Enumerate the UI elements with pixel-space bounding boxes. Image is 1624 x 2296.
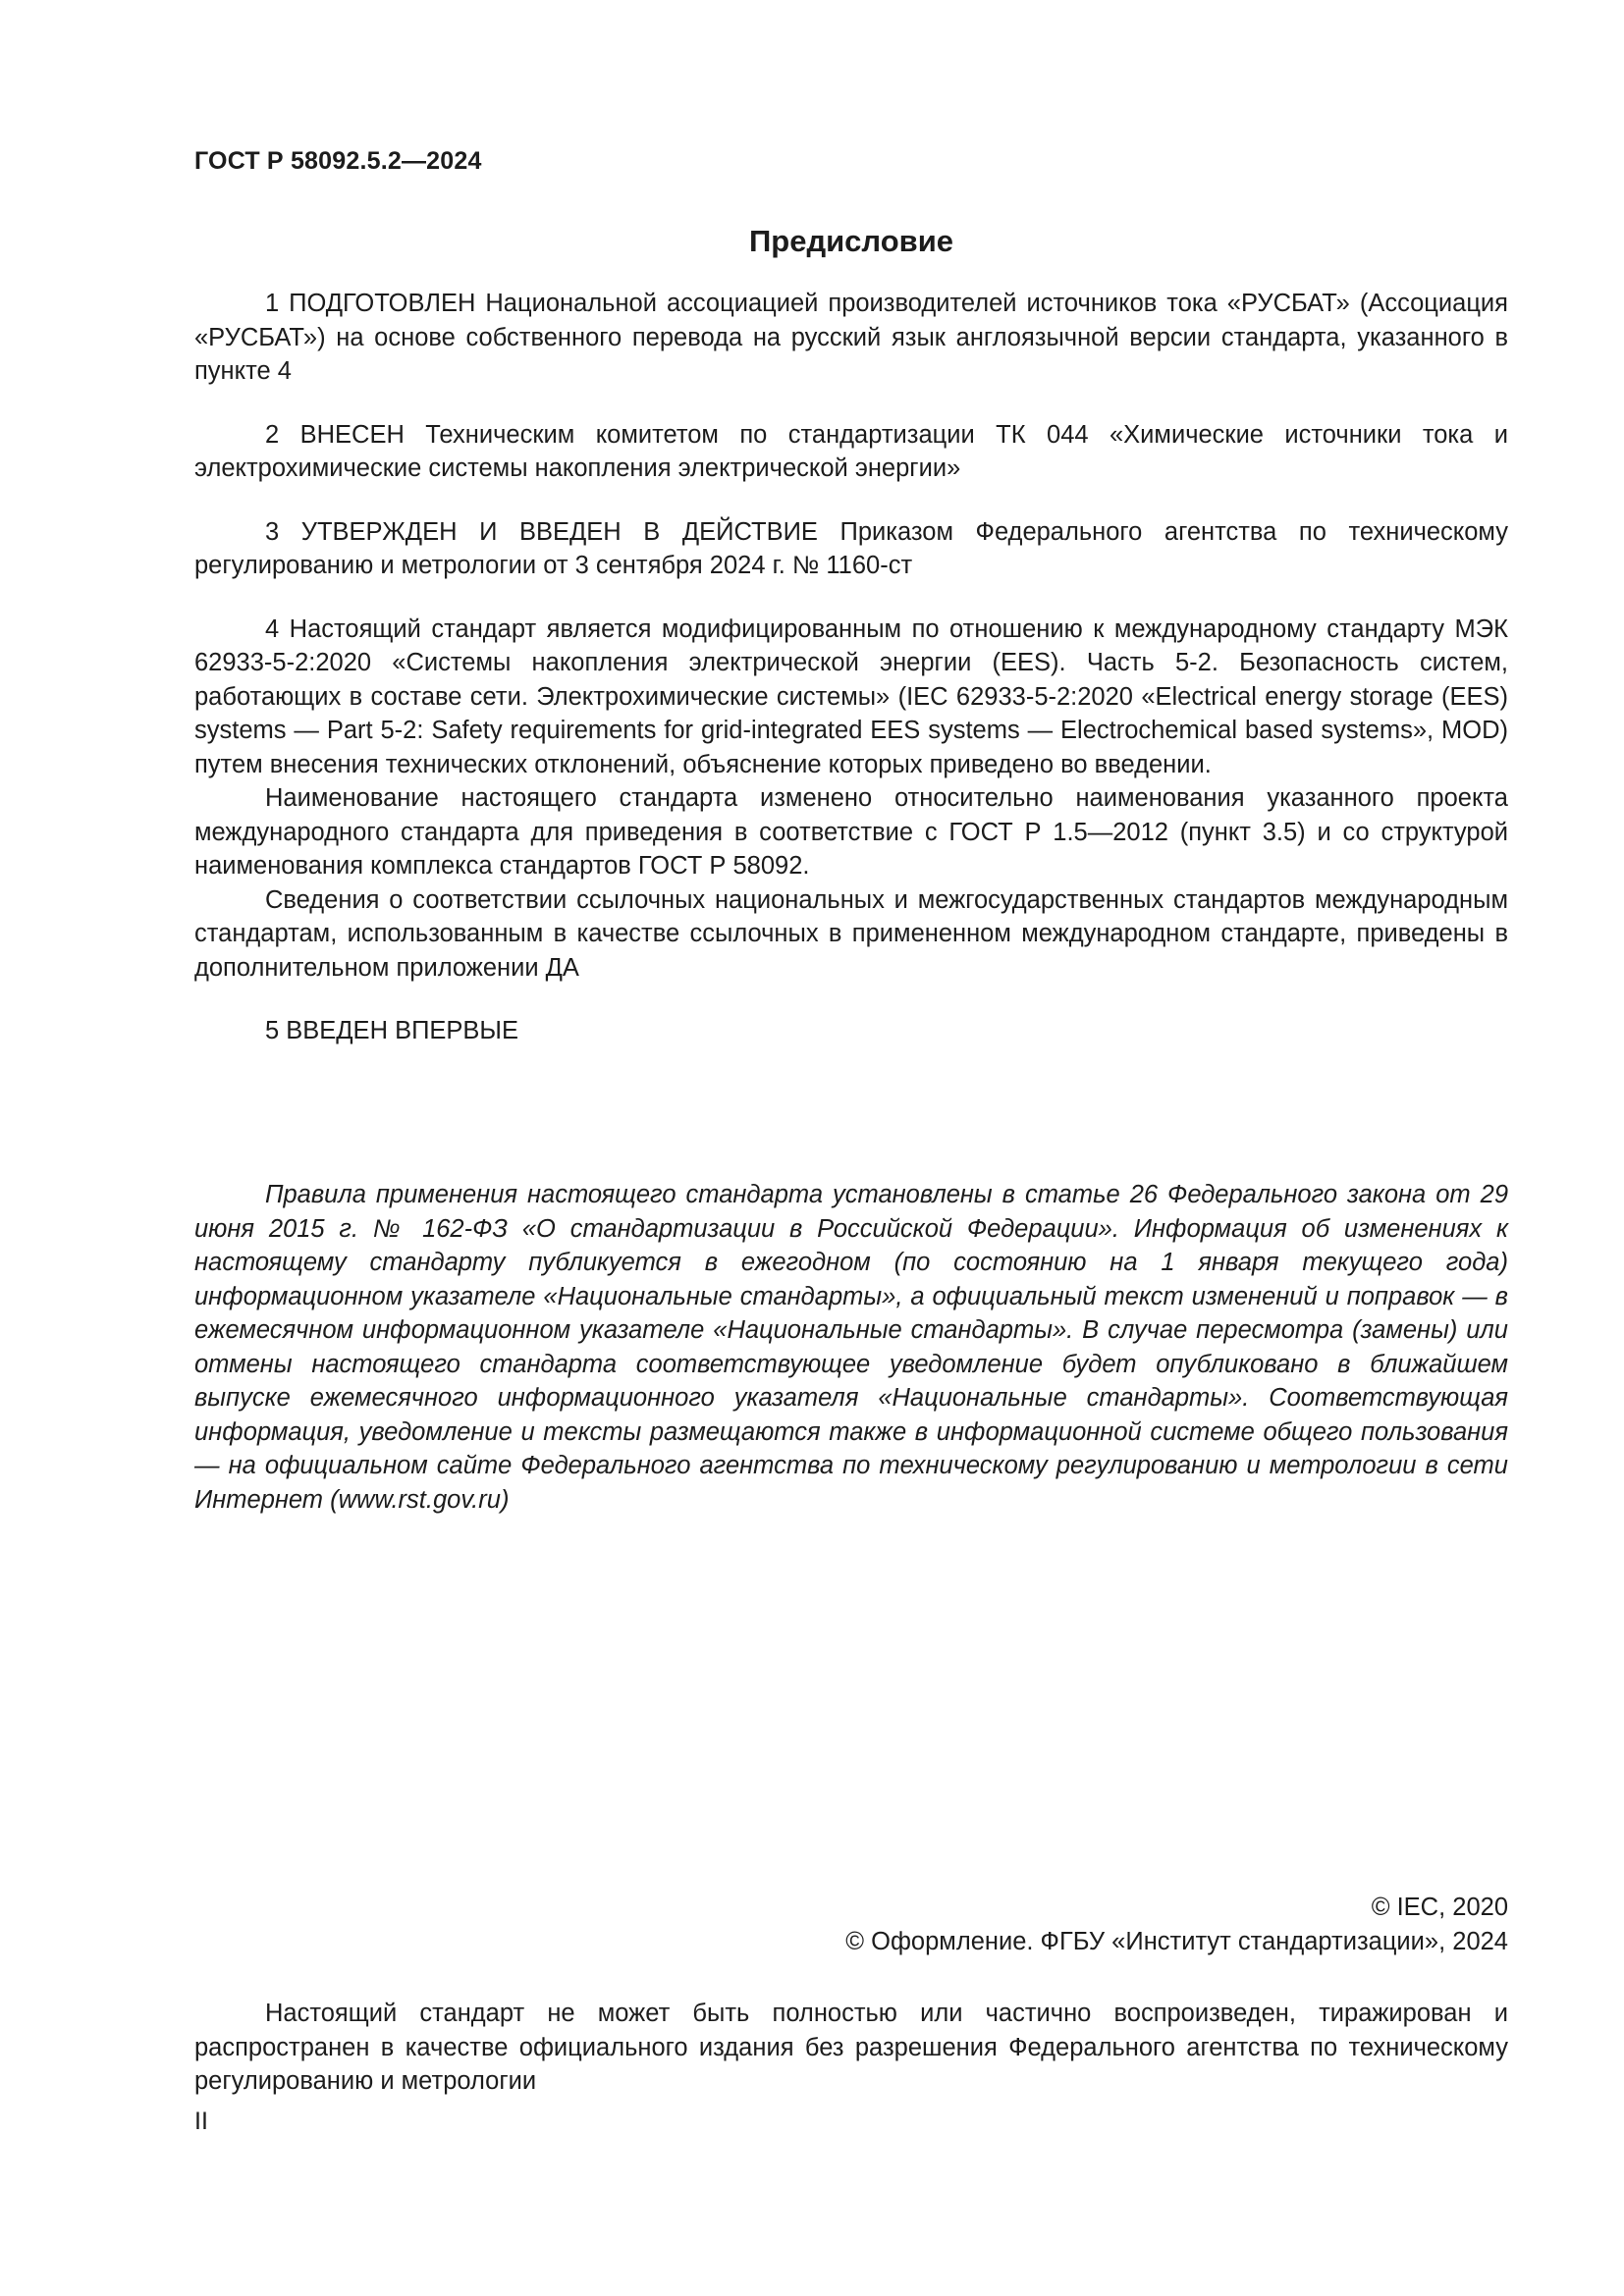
paragraph-prepared-by: 1 ПОДГОТОВЛЕН Национальной ассоциацией производителей источников тока «РУСБАТ» (Ассоциация «РУСБАТ») на основе собственного перевода на русский язык англоязычной версии стандарта, указанного в пункте 4 — [194, 290, 1508, 385]
page-title: Предисловие — [748, 224, 953, 258]
paragraph-approved: 3 УТВЕРЖДЕН И ВВЕДЕН В ДЕЙСТВИЕ Приказом Федерального агентства по техническому регулированию и метрологии от 3 сентября 2024 г. № 1160-ст — [194, 517, 1508, 579]
copyright-design: © Оформление. ФГБУ «Институт стандартизации», 2024 — [845, 1927, 1508, 1955]
standard-id-header: ГОСТ Р 58092.5.2—2024 — [194, 147, 482, 175]
copyright-iec: © IEC, 2020 — [1371, 1894, 1508, 1921]
reproduction-notice: Настоящий стандарт не может быть полностью или частично воспроизведен, тиражирован и распространен в качестве официального издания без разрешения Федерального агентства по техническому регулированию и метрологии — [194, 2000, 1508, 2095]
paragraph-first-introduced: 5 ВВЕДЕН ВПЕРВЫЕ — [265, 1017, 519, 1044]
page-number: II — [194, 2108, 208, 2135]
paragraph-submitted-by: 2 ВНЕСЕН Техническим комитетом по стандартизации ТК 044 «Химические источники тока и электрохимические системы накопления электрической энергии» — [194, 420, 1508, 482]
application-rules-notice: Правила применения настоящего стандарта установлены в статье 26 Федерального закона от 29 июня 2015 г. № 162-ФЗ «О стандартизации в Российской Федерации». Информация об изменениях к настоящему стандарту публикуется в ежегодном (по состоянию на 1 января текущего года) информационном указателе «Национальные стандарты», а официальный текст изменений и поправок — в ежемесячном информационном указателе «Национальные стандарты». В случае пересмотра (замены) или отмены настоящего стандарта соответствующее уведомление будет опубликовано в ближайшем выпуске ежемесячного информационного указателя «Национальные стандарты». Соответствующая информация, уведомление и тексты размещаются также в информационной системе общего пользования — на официальном сайте Федерального агентства по техническому регулированию и метрологии в сети Интернет (www.rst.gov.ru) — [194, 1181, 1508, 1514]
paragraph-reference-info: Сведения о соответствии ссылочных национальных и межгосударственных стандартов международным стандартам, использованным в качестве ссылочных в примененном международном стандарте, приведены в дополнительном приложении ДА — [194, 885, 1508, 982]
paragraph-modification: 4 Настоящий стандарт является модифицированным по отношению к международному стандарту МЭК 62933-5-2:2020 «Системы накопления электрической энергии (EES). Часть 5-2. Безопасность систем, работающих в составе сети. Электрохимические системы» (IEC 62933-5-2:2020 «Electrical energy storage (EES) systems — Part 5-2: Safety requirements for grid-integrated EES systems — Electrochemical based systems», MOD) путем внесения технических отклонений, объяснение которых приведено во введении. — [194, 614, 1508, 778]
copyright-block — [194, 1891, 1508, 1958]
foreword-body — [194, 287, 1508, 1048]
paragraph-title-change: Наименование настоящего стандарта изменено относительно наименования указанного проекта международного стандарта для приведения в соответствие с ГОСТ Р 1.5—2012 (пункт 3.5) и со структурой наименования комплекса стандартов ГОСТ Р 58092. — [194, 784, 1508, 880]
